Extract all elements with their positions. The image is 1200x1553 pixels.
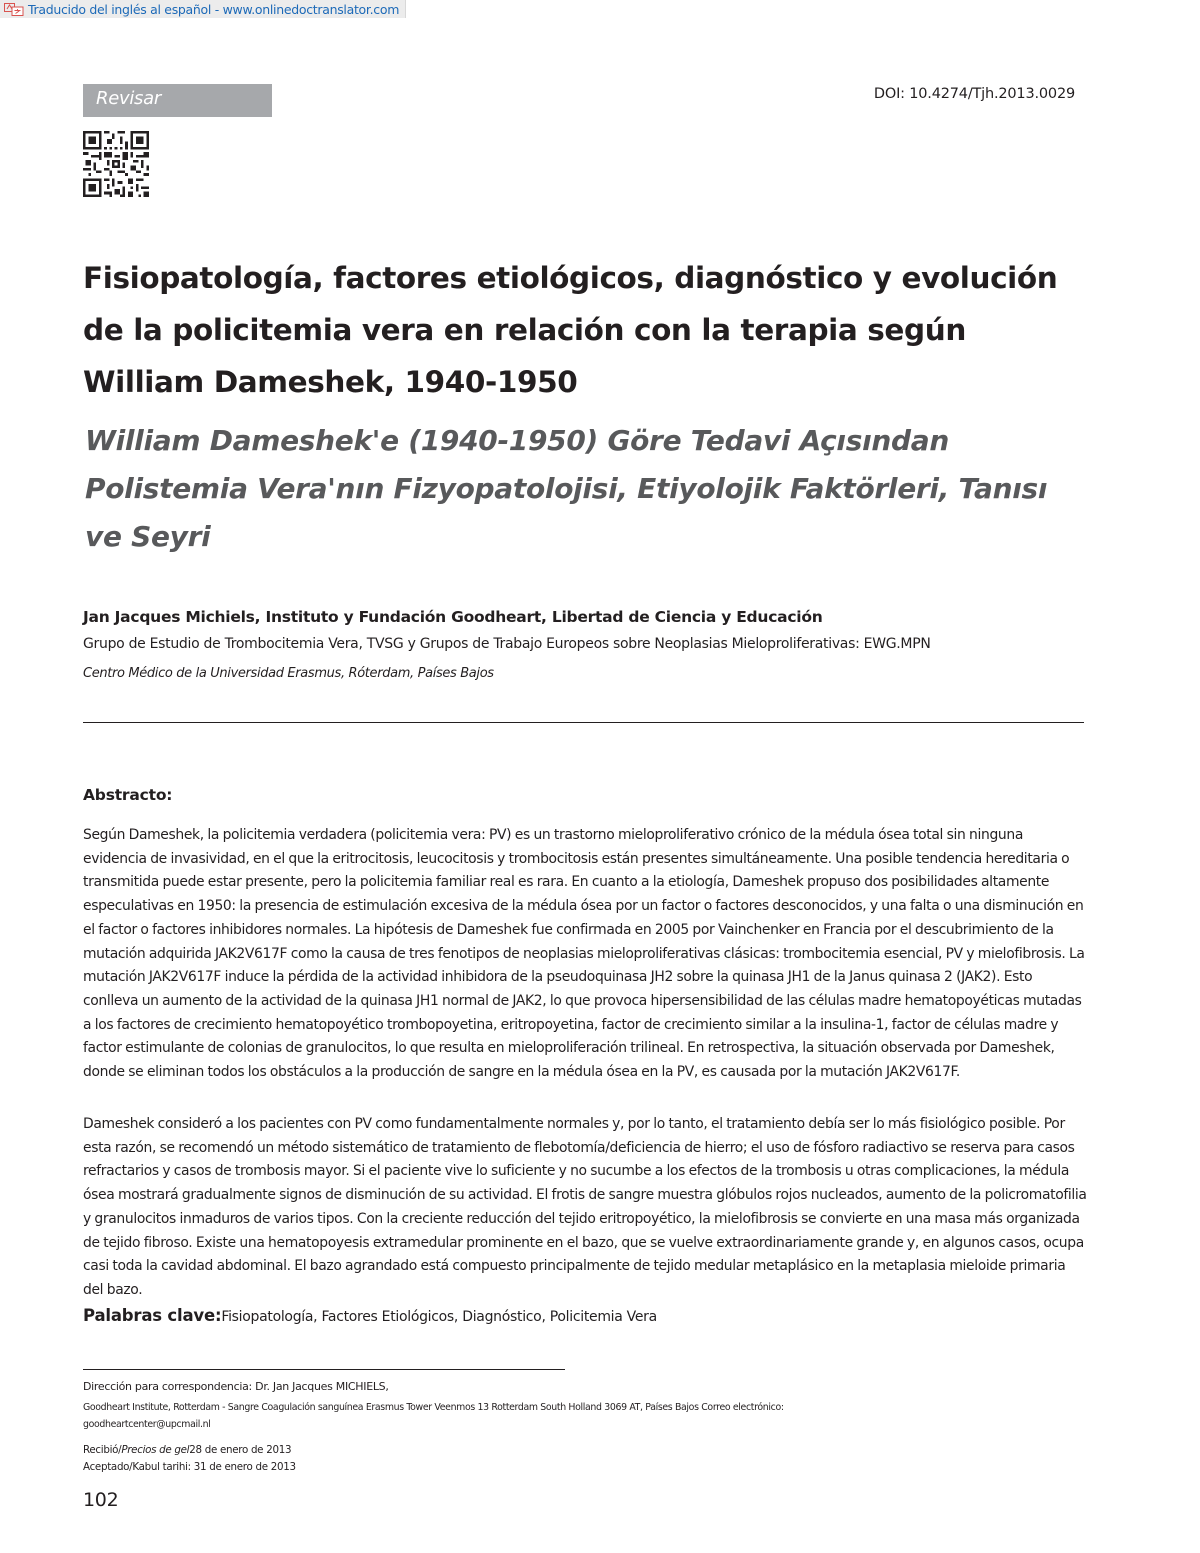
abstract-paragraph-2: Dameshek consideró a los pacientes con PV como fundamentalmente normales y, por lo tanto, el tratamiento debía ser lo más fisiológico posible. Por esta razón, se recomendó un método sistemático de tratamiento de flebotomía/deficiencia de hierro; el uso de fósforo radiactivo se reserva para casos refractarios y casos de trombosis mayor. Si el paciente vive lo suficiente y no sucumbe a los efectos de la trombosis u otras complicaciones, la médula ósea mostrará gradualmente signos de disminución de su actividad. El frotis de sangre muestra glóbulos rojos nucleados, aumento de la policromatofilia y granulocitos inmaduros de varios tipos. Con la creciente reducción del tejido eritropoyético, la mielofibrosis se convierte en una masa más organizada de tejido fibroso. Existe una hematopoyesis extramedular prominente en el bazo, que se vuelve extraordinariamente grande y, en algunos casos, ocupa casi toda la cavidad abdominal. El bazo agrandado está compuesto principalmente de tejido medular metaplásico en la metaplasia mieloide primaria del bazo. [83,1116,1087,1298]
qr-code-icon [83,131,149,197]
keywords-list: Fisiopatología, Factores Etiológicos, Diagnóstico, Policitemia Vera [221,1309,657,1325]
section-label-box [83,84,272,117]
article-title: Fisiopatología, factores etiológicos, diagnóstico y evolución de la policitemia vera en relación con la terapia según William Dameshek, 1940-1950 [83,261,1058,399]
affiliation-study-group: Grupo de Estudio de Trombocitemia Vera, TVSG y Grupos de Trabajo Europeos sobre Neoplasias Mieloproliferativas: EWG.MPN [83,636,931,652]
accepted-date-line: Aceptado/Kabul tarihi: 31 de enero de 2013 [83,1461,296,1473]
translator-banner[interactable] [0,0,406,18]
abstract-paragraph-1: Según Dameshek, la policitemia verdadera (policitemia vera: PV) es un trastorno mieloproliferativo crónico de la médula ósea total sin ninguna evidencia de invasividad, en el que la eritrocitosis, leucocitosis y trombocitosis están presentes simultáneamente. Una posible tendencia hereditaria o transmitida puede estar presente, pero la policitemia familiar real es rara. En cuanto a la etiología, Dameshek propuso dos posibilidades altamente especulativas en 1950: la presencia de estimulación excesiva de la médula ósea por un factor o factores desconocidos, y una falta o una disminución en el factor o factores inhibidores normales. La hipótesis de Dameshek fue confirmada en 2005 por Vainchenker en Francia por el descubrimiento de la mutación adquirida JAK2V617F como la causa de tres fenotipos de neoplasias mieloproliferativas clásicas: trombocitemia esencial, PV y mielofibrosis. La mutación JAK2V617F induce la pérdida de la actividad inhibidora de la pseudoquinasa JH2 sobre la quinasa JH1 de la Janus quinasa 2 (JAK2). Esto conlleva un aumento de la actividad de la quinasa JH1 normal de JAK2, lo que provoca hipersensibilidad de las células madre hematopoyéticas mutadas a los factores de crecimiento hematopoyético trombopoyetina, eritropoyetina, factor de crecimiento similar a la insulina-1, factor de células madre y factor estimulante de colonias de granulocitos, lo que resulta en mieloproliferación trilineal. En retrospectiva, la situación observada por Dameshek, donde se eliminan todos los obstáculos a la producción de sangre en la médula ósea en la PV, es causada por la mutación JAK2V617F. [83,827,1085,1081]
received-label-turkish: Precios de gel [121,1444,190,1456]
correspondence-line: Dirección para correspondencia: Dr. Jan Jacques MICHIELS, [83,1380,389,1393]
received-date-line [83,1442,823,1458]
article-subtitle-turkish: William Dameshek'e (1940-1950) Göre Tedavi Açısından Polistemia Vera'nın Fizyopatolojisi, Etiyolojik Faktörleri, Tanısı ve Seyri [85,424,1048,553]
keywords-label: Palabras clave: [83,1306,222,1325]
translate-icon [4,3,24,16]
received-label: Recibió/ [83,1444,122,1456]
doi: DOI: 10.4274/Tjh.2013.0029 [873,86,1075,102]
keywords-line [83,1306,657,1325]
footnote-divider [83,1369,565,1370]
header-divider [83,722,1084,723]
abstract-heading: Abstracto: [83,786,173,804]
translator-banner-text[interactable]: Traducido del inglés al español - www.onlinedoctranslator.com [28,1,400,17]
received-date: 28 de enero de 2013 [189,1444,292,1456]
section-label: Revisar [96,88,161,109]
page-number: 102 [83,1489,119,1511]
author-line: Jan Jacques Michiels, Instituto y Fundación Goodheart, Libertad de Ciencia y Educación [83,608,823,626]
affiliation-medical-center: Centro Médico de la Universidad Erasmus, Róterdam, Países Bajos [83,666,494,681]
correspondence-address: Goodheart Institute, Rotterdam - Sangre Coagulación sanguínea Erasmus Tower Veenmos 13 Rotterdam South Holland 3069 AT, Países Bajos Correo electrónico: goodheartcenter@upcmail.nl [83,1402,784,1430]
